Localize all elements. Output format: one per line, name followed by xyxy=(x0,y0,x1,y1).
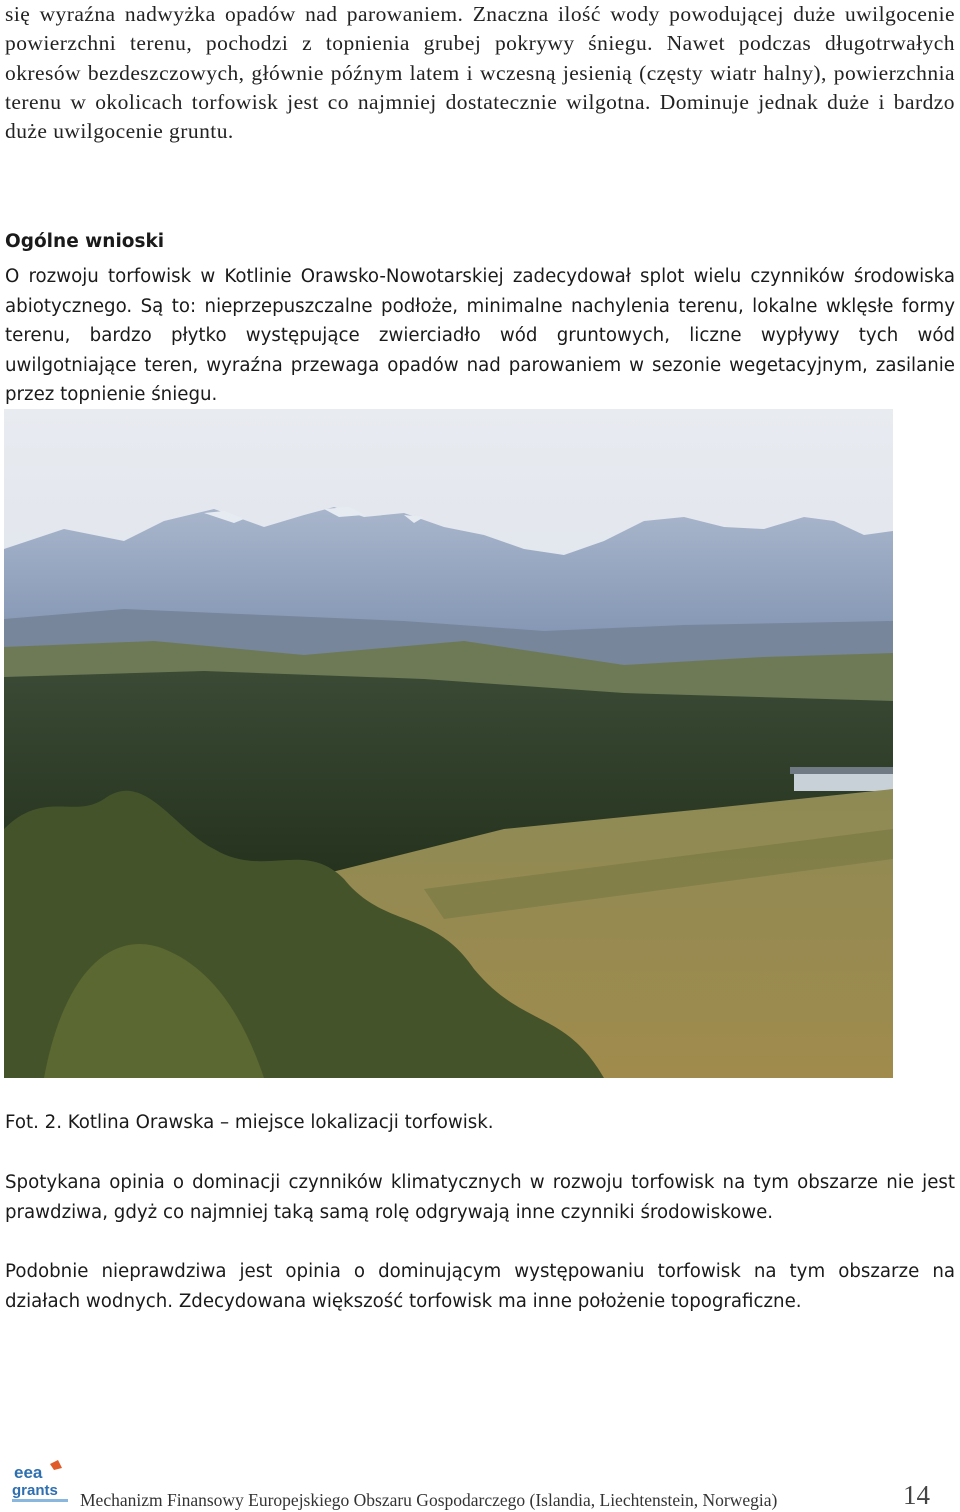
eea-grants-logo xyxy=(10,1458,72,1506)
page-number: 14 xyxy=(903,1480,930,1510)
conclusions-paragraph: O rozwoju torfowisk w Kotlinie Orawsko-Nowotarskiej zadecydował splot wielu czynników środowiska abiotycznego. Są to: nieprzepuszczalne podłoże, minimalne nachylenia terenu, lokalne wklęsłe formy terenu, bardzo płytko występujące zwierciadło wód gruntowych, liczne wypływy tych wód uwilgotniające teren, wyraźna przewaga opadów nad parowaniem w sezonie wegetacyjnym, zasilanie przez topnienie śniegu. xyxy=(5,266,955,405)
footer-text: Mechanizm Finansowy Europejskiego Obszaru Gospodarczego (Islandia, Liechtenstein, Norwegia) xyxy=(80,1490,778,1510)
farm-building xyxy=(794,773,893,791)
logo-bottom-text: grants xyxy=(12,1482,58,1499)
logo-top-text: eea xyxy=(14,1463,43,1482)
section-heading: Ogólne wnioski xyxy=(5,231,165,252)
logo-accent xyxy=(50,1460,62,1470)
logo-bar xyxy=(12,1499,68,1502)
photo-caption: Fot. 2. Kotlina Orawska – miejsce lokalizacji torfowisk. xyxy=(5,1112,494,1133)
opinion-paragraph-1: Spotykana opinia o dominacji czynników klimatycznych w rozwoju torfowisk na tym obszarze nie jest prawdziwa, gdyż co najmniej taką samą rolę odgrywają inne czynniki środowiskowe. xyxy=(5,1172,955,1223)
opinion-paragraph-2: Podobnie nieprawdziwa jest opinia o dominującym występowaniu torfowisk na tym obszarze na działach wodnych. Zdecydowana większość torfowisk ma inne położenie topograficzne. xyxy=(5,1261,955,1312)
intro-paragraph: się wyraźna nadwyżka opadów nad parowaniem. Znaczna ilość wody powodującej duże uwilgocenie powierzchni terenu, pochodzi z topnienia grubej pokrywy śniegu. Nawet podczas długotrwałych okresów bezdeszczowych, głównie późnym latem i wczesną jesienią (częsty wiatr halny), powierzchnia terenu w okolicach torfowisk jest co najmniej dostatecznie wilgotna. Dominuje jednak duże i bardzo duże uwilgocenie gruntu. xyxy=(5,2,955,144)
page-footer xyxy=(0,1440,960,1512)
farm-roof xyxy=(790,767,893,774)
landscape-photo xyxy=(4,409,893,1078)
